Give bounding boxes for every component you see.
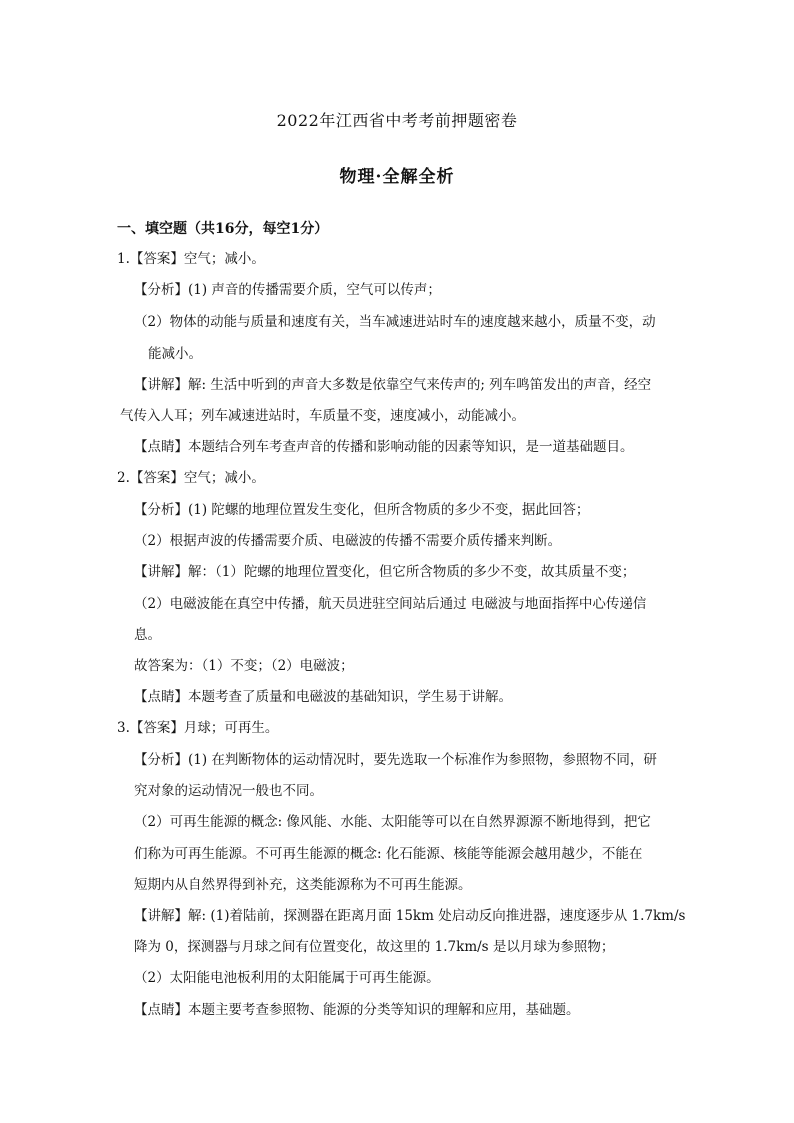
q3-analysis-cont: 究对象的运动情况一般也不同。 [134, 783, 323, 799]
q2-comment: 【点睛】本题考查了质量和电磁波的基础知识，学生易于讲解。 [134, 689, 512, 705]
q1-comment: 【点睛】本题结合列车考查声音的传播和影响动能的因素等知识，是一道基础题目。 [134, 439, 634, 455]
q3-comment: 【点睛】本题主要考查参照物、能源的分类等知识的理解和应用，基础题。 [134, 1002, 580, 1018]
q2-answer: 2.【答案】空气；减小。 [117, 470, 265, 486]
q3-explanation: 【讲解】解: (1)着陆前，探测器在距离月面 15km 处启动反向推进器，速度逐步从 1.7km/s [134, 908, 686, 924]
q3-analysis-2: （2）可再生能源的概念: 像风能、水能、太阳能等可以在自然界源源不断地得到，把它 [134, 814, 651, 830]
q2-explanation-2: （2）电磁波能在真空中传播，航天员进驻空间站后通过 电磁波与地面指挥中心传递信 [134, 596, 647, 612]
document-subtitle: 物理·全解全析 [339, 167, 455, 187]
q1-analysis-2-cont: 能减小。 [148, 346, 202, 362]
q3-explanation-2: （2）太阳能电池板利用的太阳能属于可再生能源。 [134, 970, 440, 986]
q1-answer: 1.【答案】空气；减小。 [117, 251, 265, 267]
q2-explanation: 【讲解】解：（1）陀螺的地理位置变化，但它所含物质的多少不变，故其质量不变； [134, 564, 636, 580]
q2-analysis: 【分析】(1) 陀螺的地理位置发生变化，但所含物质的多少不变，据此回答； [134, 502, 590, 518]
q3-analysis: 【分析】(1) 在判断物体的运动情况时，要先选取一个标准作为参照物，参照物不同，研 [134, 752, 657, 768]
q1-explanation: 【讲解】解: 生活中听到的声音大多数是依靠空气来传声的; 列车鸣笛发出的声音，经空 [134, 377, 652, 393]
section-heading: 一、填空题（共16分，每空1分） [117, 221, 329, 237]
q3-explanation-cont: 降为 0，探测器与月球之间有位置变化，故这里的 1.7km/s 是以月球为参照物； [134, 939, 615, 955]
q3-analysis-2-cont2: 短期内从自然界得到补充，这类能源称为不可再生能源。 [134, 877, 472, 893]
q2-explanation-2-cont: 息。 [134, 627, 161, 643]
document-title: 2022年江西省中考考前押题密卷 [276, 111, 518, 130]
q3-answer: 3.【答案】月球；可再生。 [117, 720, 279, 736]
q2-final-answer: 故答案为：（1）不变；（2）电磁波； [134, 658, 354, 674]
q3-analysis-2-cont: 们称为可再生能源。不可再生能源的概念: 化石能源、核能等能源会越用越少，不能在 [134, 846, 643, 862]
q2-analysis-2: （2）根据声波的传播需要介质、电磁波的传播不需要介质传播来判断。 [134, 533, 562, 549]
q1-explanation-cont: 气传入人耳；列车减速进站时，车质量不变，速度减小，动能减小。 [120, 408, 525, 424]
q1-analysis: 【分析】(1) 声音的传播需要介质，空气可以传声； [134, 282, 441, 298]
q1-analysis-2: （2）物体的动能与质量和速度有关，当车减速进站时车的速度越来越小，质量不变，动 [134, 314, 656, 330]
